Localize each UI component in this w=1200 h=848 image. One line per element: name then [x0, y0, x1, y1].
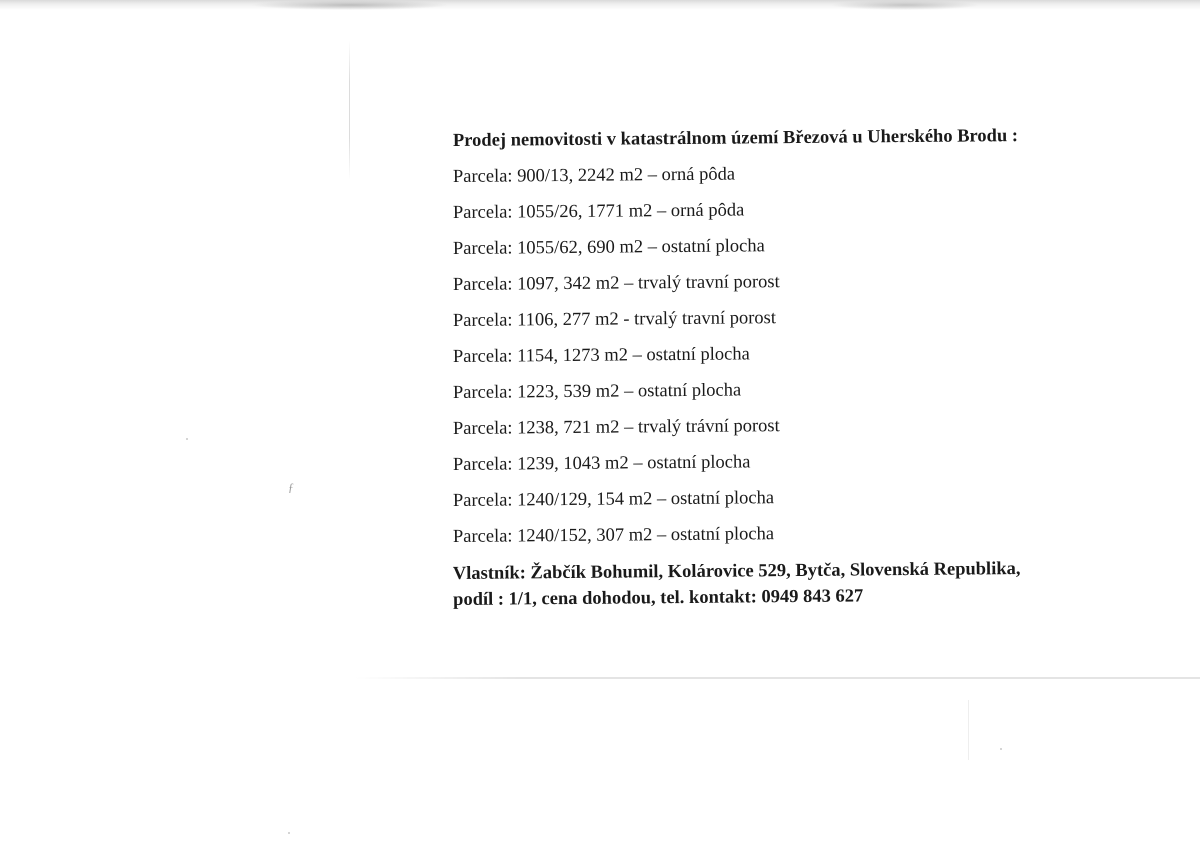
parcel-item: Parcela: 1240/129, 154 m2 – ostatní plocha — [452, 488, 775, 511]
parcel-item: Parcela: 1055/26, 1771 m2 – orná pôda — [452, 200, 745, 223]
parcel-list — [453, 165, 1153, 561]
parcel-item: Parcela: 1106, 277 m2 - trvalý travní porost — [452, 308, 777, 331]
parcel-item: Parcela: 1097, 342 m2 – trvalý travní porost — [452, 272, 780, 295]
scan-speck: ƒ — [288, 480, 294, 494]
document-heading: Prodej nemovitosti v katastrálnom území Březová u Uherského Brodu : — [452, 126, 1019, 151]
parcel-item: Parcela: 1223, 539 m2 – ostatní plocha — [452, 380, 742, 403]
scan-edge-shadow — [0, 0, 1200, 12]
scan-smudge — [250, 0, 450, 10]
owner-line-share-price-contact: podíl : 1/1, cena dohodou, tel. kontakt: 0949 843 627 — [453, 586, 864, 610]
parcel-item: Parcela: 1154, 1273 m2 – ostatní plocha — [452, 344, 750, 367]
scan-dot — [186, 438, 188, 440]
scan-fold-line — [968, 700, 969, 760]
scan-dot — [288, 832, 290, 834]
parcel-item: Parcela: 900/13, 2242 m2 – orná pôda — [452, 164, 736, 187]
scan-fold-line — [355, 677, 1200, 679]
parcel-item: Parcela: 1239, 1043 m2 – ostatní plocha — [452, 452, 751, 475]
scan-fold-line — [349, 40, 350, 180]
owner-line-name-address: Vlastník: Žabčík Bohumil, Kolárovice 529, Bytča, Slovenská Republika, — [452, 559, 1021, 585]
scan-dot — [1000, 748, 1002, 750]
parcel-item: Parcela: 1055/62, 690 m2 – ostatní plocha — [452, 236, 765, 259]
parcel-item: Parcela: 1238, 721 m2 – trvalý trávní porost — [452, 416, 780, 439]
parcel-item: Parcela: 1240/152, 307 m2 – ostatní plocha — [452, 524, 775, 547]
owner-info — [453, 555, 1153, 613]
scan-smudge — [830, 0, 980, 10]
document-body — [452, 126, 1153, 613]
